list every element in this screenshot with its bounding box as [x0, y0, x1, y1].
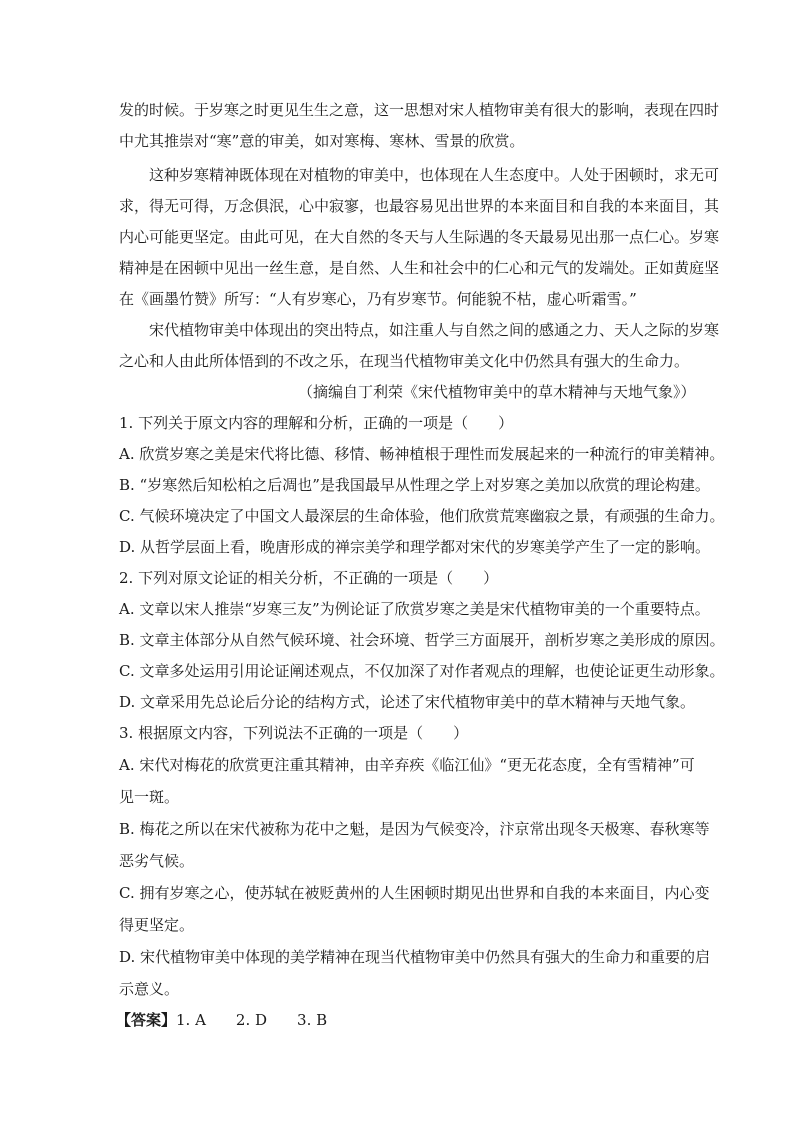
passage-line: 在《画墨竹赞》所写：“人有岁寒心，乃有岁寒节。何能貌不枯，虚心听霜雪。” [119, 290, 637, 308]
question-1-option-b: B. “岁寒然后知松柏之后凋也”是我国最早从性理之学上对岁寒之美加以欣赏的理论构建。 [119, 476, 710, 494]
source-citation: （摘编自丁利荣《宋代植物审美中的草木精神与天地气象》） [298, 383, 696, 401]
question-3-option-c-cont: 得更坚定。 [119, 916, 195, 934]
passage-line: 宋代植物审美中体现出的突出特点，如注重人与自然之间的感通之力、天人之际的岁寒 [149, 321, 720, 339]
passage-line: 发的时候。于岁寒之时更见生生之意，这一思想对宋人植物审美有很大的影响，表现在四时 [119, 101, 720, 119]
question-3-option-d: D. 宋代植物审美中体现的美学精神在现当代植物审美中仍然具有强大的生命力和重要的启 [119, 948, 711, 966]
question-3-option-b: B. 梅花之所以在宋代被称为花中之魁，是因为气候变冷，汴京常出现冬天极寒、春秋寒等 [119, 820, 710, 838]
question-3-option-c: C. 拥有岁寒之心，使苏轼在被贬黄州的人生困顿时期见出世界和自我的本来面目，内心变 [119, 884, 710, 902]
question-3-stem: 3. 根据原文内容，下列说法不正确的一项是（ ） [119, 724, 469, 742]
answer-text: 1. A 2. D 3. B [176, 1011, 328, 1029]
question-2-option-b: B. 文章主体部分从自然气候环境、社会环境、哲学三方面展开，剖析岁寒之美形成的原因。 [119, 631, 725, 649]
question-3-option-a-cont: 见一斑。 [119, 788, 180, 806]
answer-tag: 【答案】 [116, 1011, 177, 1029]
passage-line: 这种岁寒精神既体现在对植物的审美中，也体现在人生态度中。人处于困顿时，求无可 [149, 166, 720, 184]
question-1-stem: 1. 下列关于原文内容的理解和分析，正确的一项是（ ） [119, 414, 514, 432]
question-2-stem: 2. 下列对原文论证的相关分析，不正确的一项是（ ） [119, 569, 499, 587]
question-3-option-d-cont: 示意义。 [119, 980, 180, 998]
question-1-option-c: C. 气候环境决定了中国文人最深层的生命体验，他们欣赏荒寒幽寂之景，有顽强的生命力。 [119, 507, 725, 525]
question-1-option-a: A. 欣赏岁寒之美是宋代将比德、移情、畅神植根于理性而发展起来的一种流行的审美精神。 [119, 445, 725, 463]
question-3-option-a: A. 宋代对梅花的欣赏更注重其精神，由辛弃疾《临江仙》“更无花态度，全有雪精神”可 [119, 756, 695, 774]
passage-line: 之心和人由此所体悟到的不改之乐，在现当代植物审美文化中仍然具有强大的生命力。 [119, 352, 690, 370]
passage-line: 求，得无可得，万念俱泯，心中寂寥，也最容易见出世界的本来面目和自我的本来面目，其 [119, 197, 720, 215]
question-2-option-a: A. 文章以宋人推崇“岁寒三友”为例论证了欣赏岁寒之美是宋代植物审美的一个重要特点。 [119, 600, 710, 618]
question-1-option-d: D. 从哲学层面上看，晚唐形成的禅宗美学和理学都对宋代的岁寒美学产生了一定的影响。 [119, 538, 711, 556]
passage-line: 精神是在困顿中见出一丝生意，是自然、人生和社会中的仁心和元气的发端处。正如黄庭坚 [119, 259, 720, 277]
question-2-option-d: D. 文章采用先总论后分论的结构方式，论述了宋代植物审美中的草木精神与天地气象。 [119, 693, 696, 711]
question-3-option-b-cont: 恶劣气候。 [119, 852, 195, 870]
answer-line [116, 1010, 327, 1030]
passage-line: 内心可能更坚定。由此可见，在大自然的冬天与人生际遇的冬天最易见出那一点仁心。岁寒 [119, 228, 720, 246]
question-2-option-c: C. 文章多处运用引用论证阐述观点，不仅加深了对作者观点的理解，也使论证更生动形象。 [119, 662, 725, 680]
passage-line: 中尤其推崇对“寒”意的审美，如对寒梅、寒林、雪景的欣赏。 [119, 132, 525, 150]
